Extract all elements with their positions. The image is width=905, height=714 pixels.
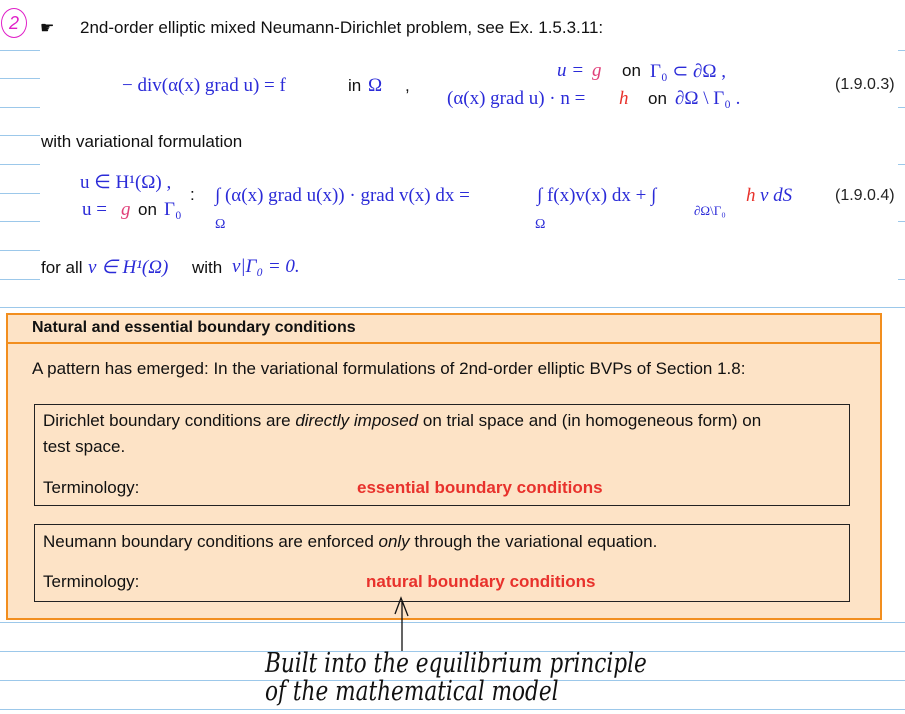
rhs-sub: Ω (535, 217, 546, 232)
in-label: in (348, 76, 362, 95)
with-text: with (192, 258, 223, 277)
colon: : (190, 185, 195, 204)
bc1-set: Γ₀ ⊂ ∂Ω , (650, 61, 727, 82)
bc2-set: ∂Ω \ Γ₀ . (675, 88, 741, 109)
handwritten-note-line-2: of the mathematical model (265, 676, 559, 707)
condition-2-g: g (121, 199, 131, 220)
condition-2-set: Γ₀ (164, 199, 182, 220)
pointing-hand-icon: ☛ (40, 20, 55, 37)
bc1-on: on (622, 61, 641, 80)
equation-number: (1.9.0.3) (835, 76, 895, 93)
math-2: v|Γ₀ = 0. (232, 256, 300, 277)
condition-2-on: on (138, 200, 157, 219)
bc2-lhs: (α(x) grad u) · n = (447, 88, 586, 109)
boundary-sub: ∂Ω\Γ₀ (694, 203, 726, 218)
item-number-circle: 2 (1, 8, 27, 38)
bc2-on: on (648, 89, 667, 108)
for-all-text: for all (41, 258, 83, 277)
terminology-label: Terminology: (43, 572, 140, 591)
natural-term: natural boundary conditions (366, 572, 596, 591)
neumann-text: Neumann boundary conditions are enforced only through the variational equation. (43, 532, 658, 551)
comma: , (405, 76, 410, 95)
domain: Ω (368, 75, 383, 96)
annotation-arrow (390, 596, 420, 656)
condition-1: u ∈ H¹(Ω) , (80, 172, 172, 193)
bc2-h: h (619, 88, 629, 109)
bc1-lhs: u = (557, 60, 585, 81)
equation-number: (1.9.0.4) (835, 187, 895, 204)
h: h (746, 185, 756, 206)
neumann-box (34, 524, 850, 602)
bc1-g: g (592, 60, 602, 81)
condition-2-u: u = (82, 199, 107, 220)
tail: v dS (760, 185, 793, 206)
with-variational-text: with variational formulation (41, 132, 243, 151)
math-1: v ∈ H¹(Ω) (88, 257, 169, 278)
handwritten-note-line-1: Built into the equilibrium principle (265, 648, 647, 679)
lhs: ∫ (α(x) grad u(x)) · grad v(x) dx = (215, 185, 470, 206)
dirichlet-text: Dirichlet boundary conditions are directly imposed on trial space and (in homogeneous form) on (43, 411, 762, 430)
definition-box (6, 313, 882, 620)
box-intro: A pattern has emerged: In the variational formulations of 2nd-order elliptic BVPs of Section 1.8: (32, 359, 746, 378)
lhs-sub: Ω (215, 217, 226, 232)
dirichlet-text-2: test space. (43, 437, 126, 456)
essential-term: essential boundary conditions (357, 478, 603, 497)
bullet-text: 2nd-order elliptic mixed Neumann-Dirichlet problem, see Ex. 1.5.3.11: (80, 18, 604, 37)
title-divider (8, 342, 880, 344)
pde: − div(α(x) grad u) = f (122, 75, 286, 96)
terminology-label: Terminology: (43, 478, 140, 497)
box-title: Natural and essential boundary conditions (32, 319, 356, 336)
rhs: ∫ f(x)v(x) dx + ∫ (537, 185, 657, 206)
dirichlet-box (34, 404, 850, 506)
